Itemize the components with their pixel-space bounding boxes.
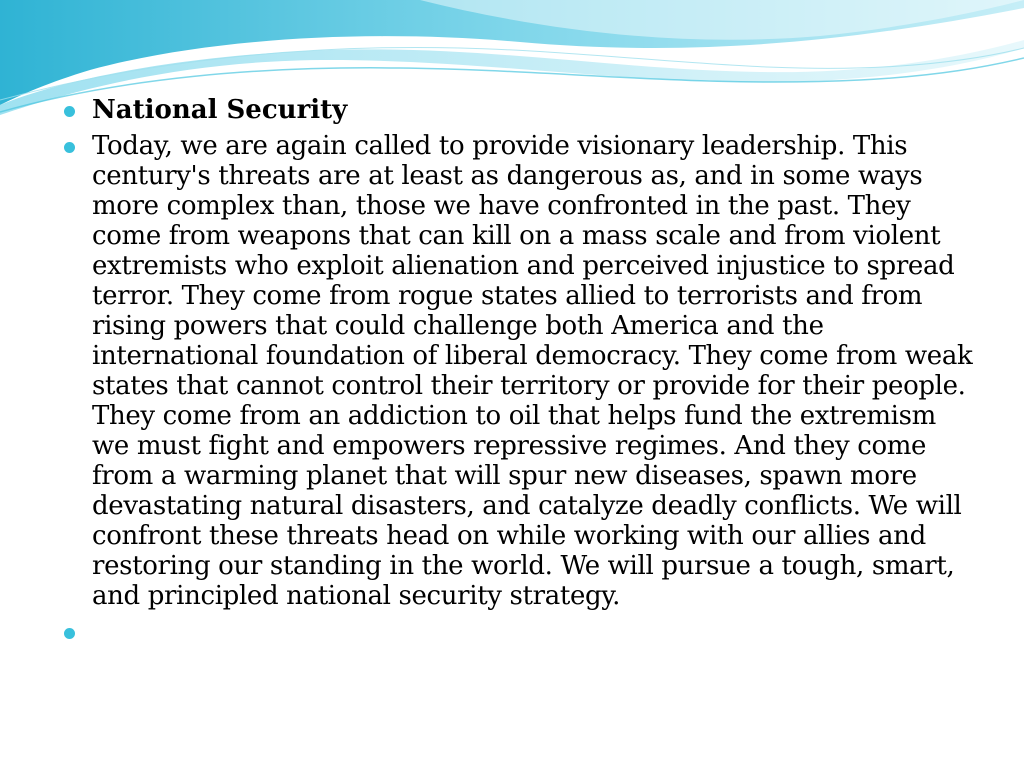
bullet-item-body [60,131,980,611]
slide-content [60,95,980,617]
heading-text: National Security [92,95,348,125]
body-paragraph: Today, we are again called to provide visionary leadership. This century's threats are at least as dangerous as, and in some ways more complex than, those we have confronted in the past. They come from weapons that can kill on a mass scale and from violent extremists who exploit alienation and perceived injustice to spread terror. They come from rogue states allied to terrorists and from rising powers that could challenge both America and the international foundation of liberal democracy. They come from weak states that cannot control their territory or provide for their people. They come from an addiction to oil that helps fund the extremism we must fight and empowers repressive regimes. And they come from a warming planet that will spur new diseases, spawn more devastating natural disasters, and catalyze deadly conflicts. We will confront these threats head on while working with our allies and restoring our standing in the world. We will pursue a tough, smart, and principled national security strategy. [92,131,973,611]
bullet-dot-icon [64,628,75,639]
bullet-item-heading [60,95,980,125]
bullet-dot-icon [64,106,75,117]
bullet-dot-icon [64,142,75,153]
bullet-list [60,95,980,611]
